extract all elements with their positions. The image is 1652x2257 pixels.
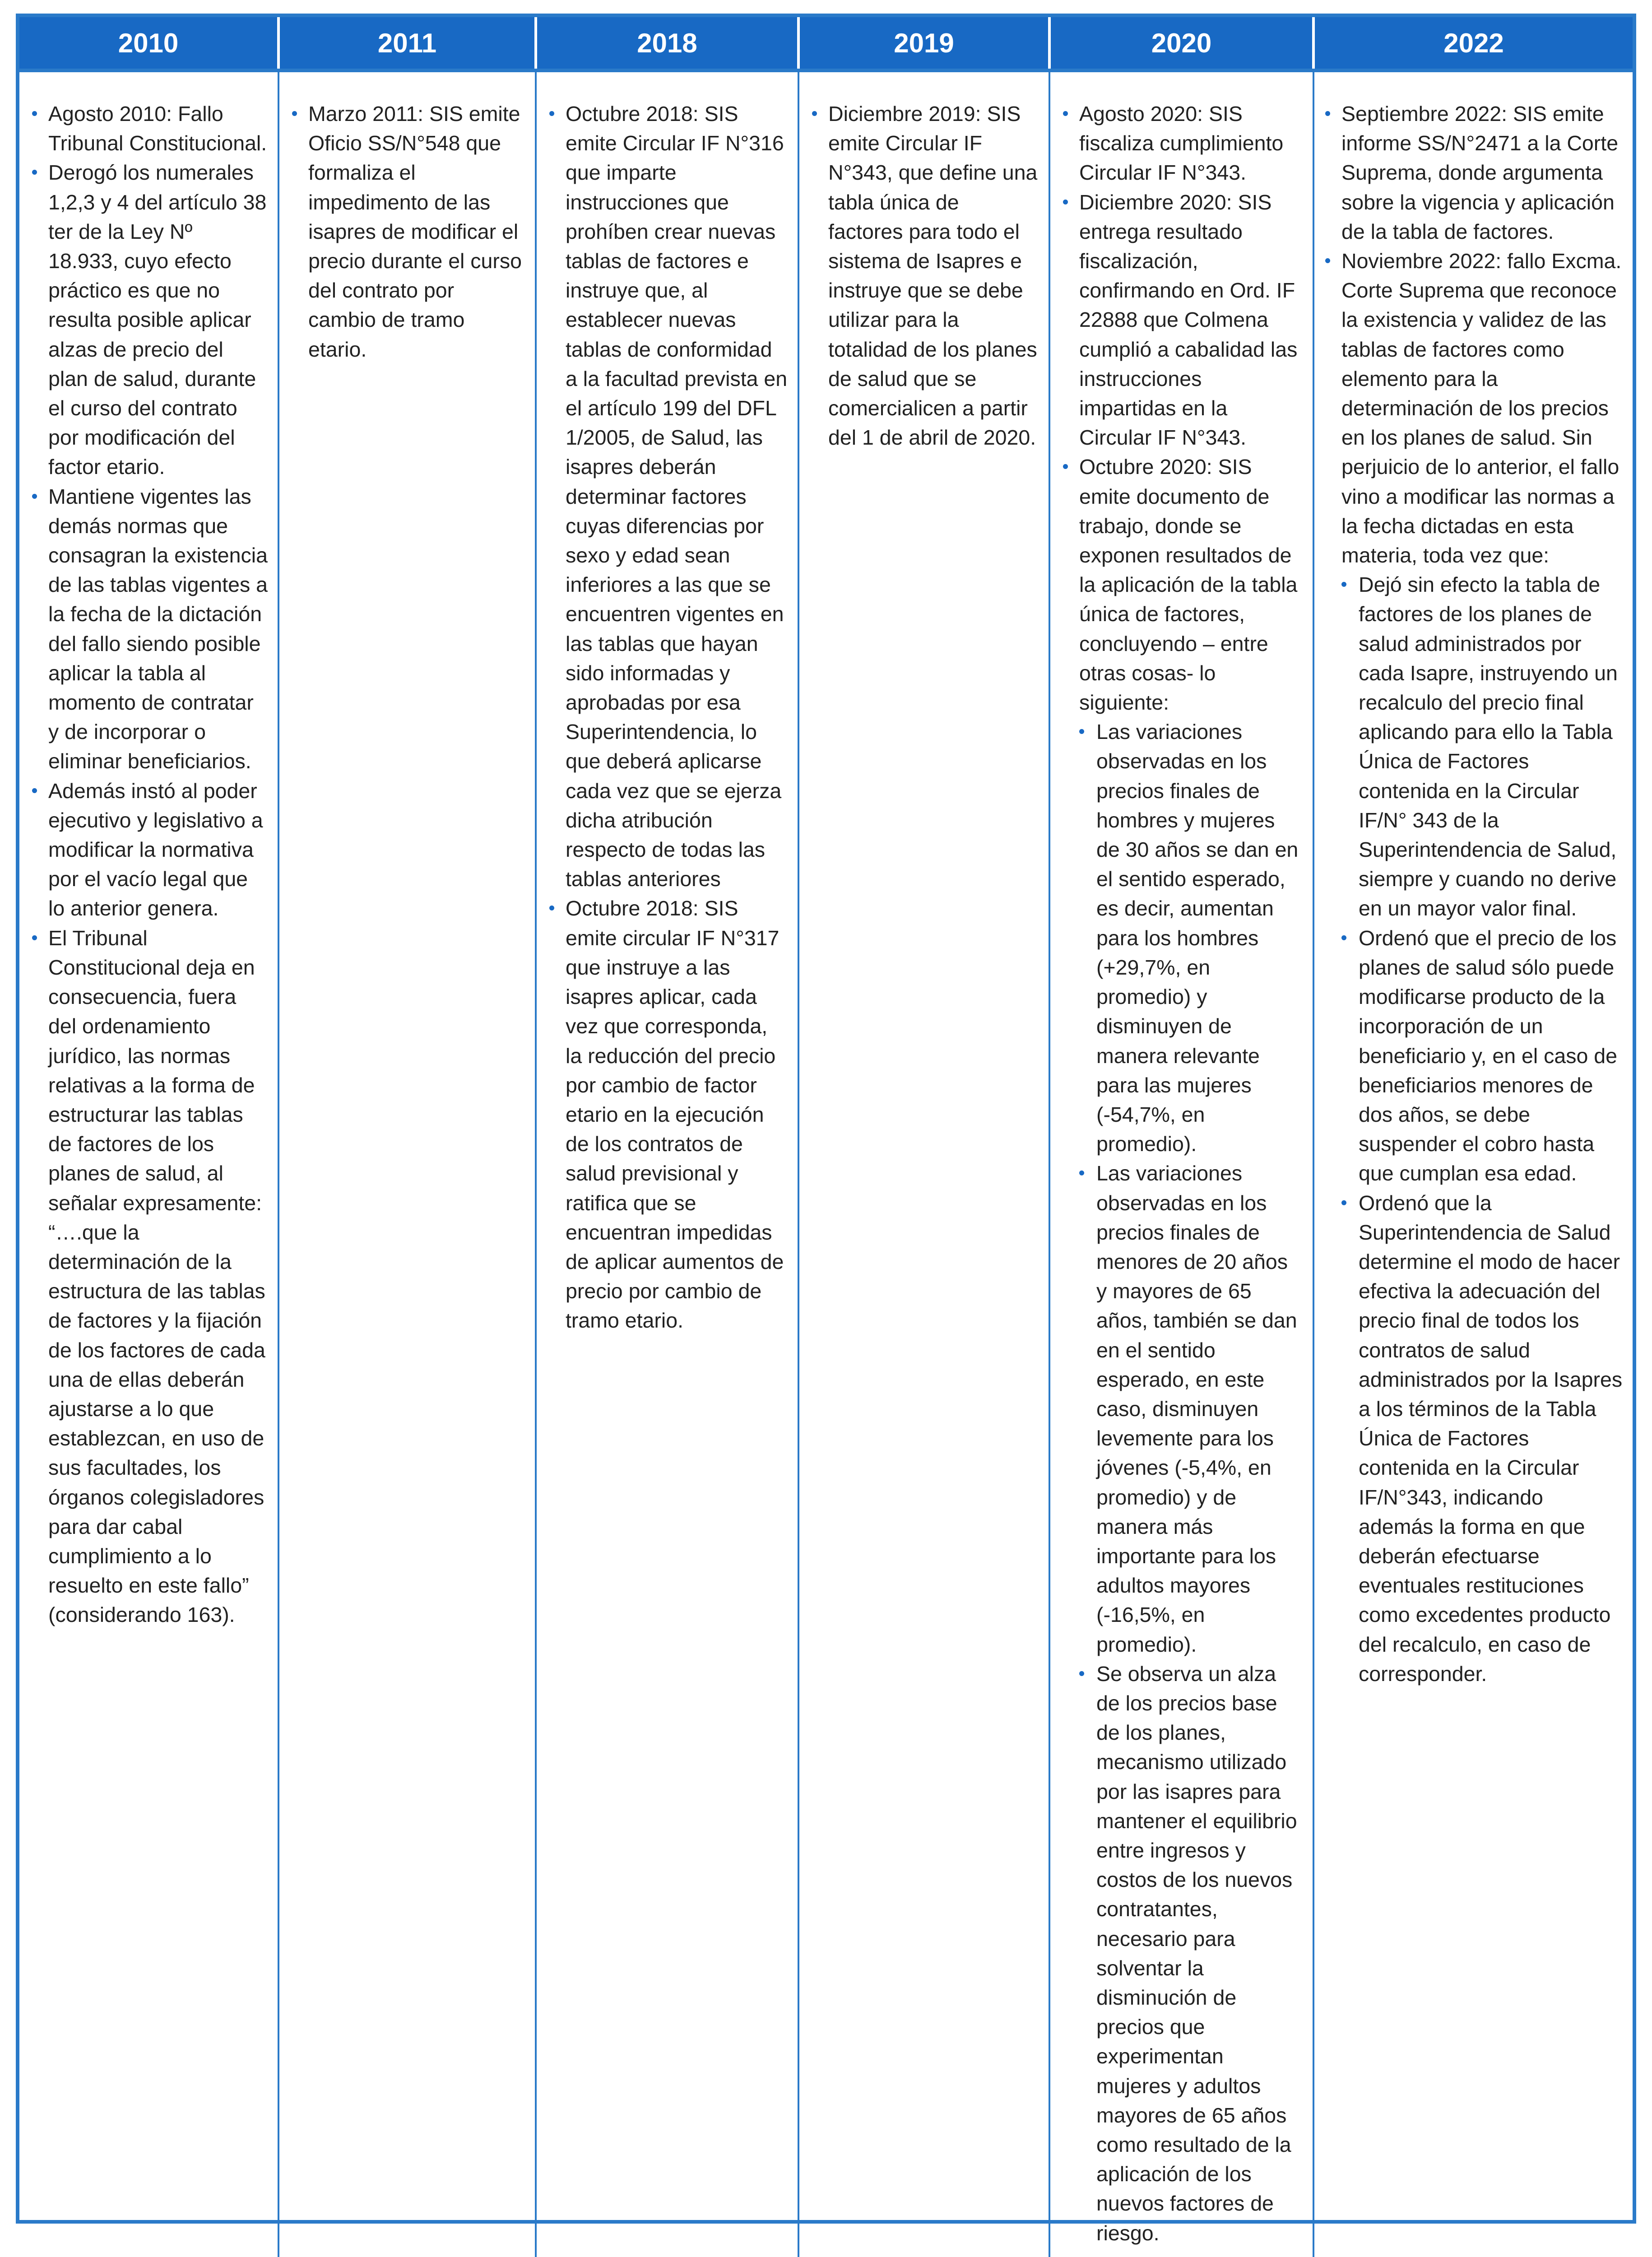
events-row — [19, 70, 1633, 2257]
event-item-text: Noviembre 2022: fallo Excma. Corte Suprema que reconoce la existencia y validez de las tablas de factores como elemento para la determinación de los precios en los planes de salud. Sin perjuicio de lo anterior, el fallo vino a modificar las normas a la fecha dictadas en esta materia, toda vez que: — [1341, 249, 1622, 567]
event-item — [1325, 246, 1623, 1689]
events-2020 — [1049, 70, 1313, 2257]
event-sublist — [1079, 717, 1303, 2248]
year-header-2020: 2020 — [1049, 17, 1313, 70]
event-list — [1325, 99, 1623, 1689]
event-subitem: Las variaciones observadas en los precios finales de hombres y mujeres de 30 años se dan en el sentido esperado, es decir, aumentan para los hombres (+29,7%, en promedio) y disminuyen de manera relevante para las mujeres (-54,7%, en promedio). — [1079, 717, 1303, 1159]
event-item: Derogó los numerales 1,2,3 y 4 del artículo 38 ter de la Ley Nº 18.933, cuyo efecto práctico es que no resulta posible aplicar alzas de precio del plan de salud, durante el curso del contrato por modificación del factor etario. — [32, 158, 268, 482]
year-header-2011: 2011 — [278, 17, 536, 70]
events-2011 — [278, 70, 536, 2257]
event-item: Diciembre 2020: SIS entrega resultado fiscalización, confirmando en Ord. IF 22888 que Colmena cumplió a cabalidad las instrucciones impartidas en la Circular IF N°343. — [1063, 188, 1303, 453]
event-item — [1063, 452, 1303, 2248]
year-header-row — [19, 17, 1633, 70]
events-2022 — [1313, 70, 1633, 2257]
events-2019 — [798, 70, 1049, 2257]
event-list — [1063, 99, 1303, 2248]
events-2018 — [536, 70, 798, 2257]
event-item: Septiembre 2022: SIS emite informe SS/N°2471 a la Corte Suprema, donde argumenta sobre la vigencia y aplicación de la tabla de factores. — [1325, 99, 1623, 246]
event-item: Octubre 2018: SIS emite circular IF N°317 que instruye a las isapres aplicar, cada vez que corresponda, la reducción del precio por cambio de factor etario en la ejecución de los contratos de salud previsional y ratifica que se encuentran impedidas de aplicar aumentos de precio por cambio de tramo etario. — [549, 894, 788, 1335]
event-subitem: Ordenó que el precio de los planes de salud sólo puede modificarse producto de la incorporación de un beneficiario y, en el caso de beneficiarios menores de dos años, se debe suspender el cobro hasta que cumplan esa edad. — [1341, 924, 1623, 1189]
event-subitem: Dejó sin efecto la tabla de factores de los planes de salud administrados por cada Isapre, instruyendo un recalculo del precio final aplicando para ello la Tabla Única de Factores contenida en la Circular IF/N° 343 de la Superintendencia de Salud, siempre y cuando no derive en un mayor valor final. — [1341, 570, 1623, 923]
event-list — [812, 99, 1039, 452]
year-header-2010: 2010 — [19, 17, 278, 70]
year-header-2019: 2019 — [798, 17, 1049, 70]
event-item: Agosto 2010: Fallo Tribunal Constitucional. — [32, 99, 268, 158]
event-list — [292, 99, 525, 364]
event-item: Marzo 2011: SIS emite Oficio SS/N°548 que formaliza el impedimento de las isapres de modificar el precio durante el curso del contrato por cambio de tramo etario. — [292, 99, 525, 364]
timeline-frame — [16, 14, 1636, 2245]
event-item-text: Octubre 2020: SIS emite documento de trabajo, donde se exponen resultados de la aplicación de la tabla única de factores, concluyendo – entre otras cosas- lo siguiente: — [1079, 455, 1298, 715]
event-list — [32, 99, 268, 1630]
event-list — [549, 99, 788, 1336]
event-subitem: Se observa un alza de los precios base de los planes, mecanismo utilizado por las isapres para mantener el equilibrio entre ingresos y costos de los nuevos contratantes, necesario para solventar la disminución de precios que experimentan mujeres y adultos mayores de 65 años como resultado de la aplicación de los nuevos factores de riesgo. — [1079, 1659, 1303, 2248]
timeline-table — [19, 17, 1633, 2257]
event-item: Octubre 2018: SIS emite Circular IF N°316 que imparte instrucciones que prohíben crear nuevas tablas de factores e instruye que, al establecer nuevas tablas de conformidad a la facultad prevista en el artículo 199 del DFL 1/2005, de Salud, las isapres deberán determinar factores cuyas diferencias por sexo y edad sean inferiores a las que se encuentren vigentes en las tablas que hayan sido informadas y aprobadas por esa Superintendencia, lo que deberá aplicarse cada vez que se ejerza dicha atribución respecto de todas las tablas anteriores — [549, 99, 788, 894]
events-2010 — [19, 70, 278, 2257]
event-subitem: Ordenó que la Superintendencia de Salud determine el modo de hacer efectiva la adecuación del precio final de todos los contratos de salud administrados por la Isapres a los términos de la Tabla Única de Factores contenida en la Circular IF/N°343, indicando además la forma en que deberán efectuarse eventuales restituciones como excedentes producto del recalculo, en caso de corresponder. — [1341, 1189, 1623, 1689]
event-item: El Tribunal Constitucional deja en consecuencia, fuera del ordenamiento jurídico, las normas relativas a la forma de estructurar las tablas de factores de los planes de salud, al señalar expresamente: “….que la determinación de la estructura de las tablas de factores y la fijación de los factores de cada una de ellas deberán ajustarse a lo que establezcan, en uso de sus facultades, los órganos colegisladores para dar cabal cumplimiento a lo resuelto en este fallo” (considerando 163). — [32, 924, 268, 1630]
event-subitem: Las variaciones observadas en los precios finales de menores de 20 años y mayores de 65 años, también se dan en el sentido esperado, en este caso, disminuyen levemente para los jóvenes (-5,4%, en promedio) y de manera más importante para los adultos mayores (-16,5%, en promedio). — [1079, 1159, 1303, 1659]
event-item: Agosto 2020: SIS fiscaliza cumplimiento Circular IF N°343. — [1063, 99, 1303, 188]
year-header-2022: 2022 — [1313, 17, 1633, 70]
event-sublist — [1341, 570, 1623, 1689]
event-item: Además instó al poder ejecutivo y legislativo a modificar la normativa por el vacío legal que lo anterior genera. — [32, 776, 268, 924]
event-item: Mantiene vigentes las demás normas que consagran la existencia de las tablas vigentes a la fecha de la dictación del fallo siendo posible aplicar la tabla al momento de contratar y de incorporar o eliminar beneficiarios. — [32, 482, 268, 776]
event-item: Diciembre 2019: SIS emite Circular IF N°343, que define una tabla única de factores para todo el sistema de Isapres e instruye que se debe utilizar para la totalidad de los planes de salud que se comercialicen a partir del 1 de abril de 2020. — [812, 99, 1039, 452]
year-header-2018: 2018 — [536, 17, 798, 70]
